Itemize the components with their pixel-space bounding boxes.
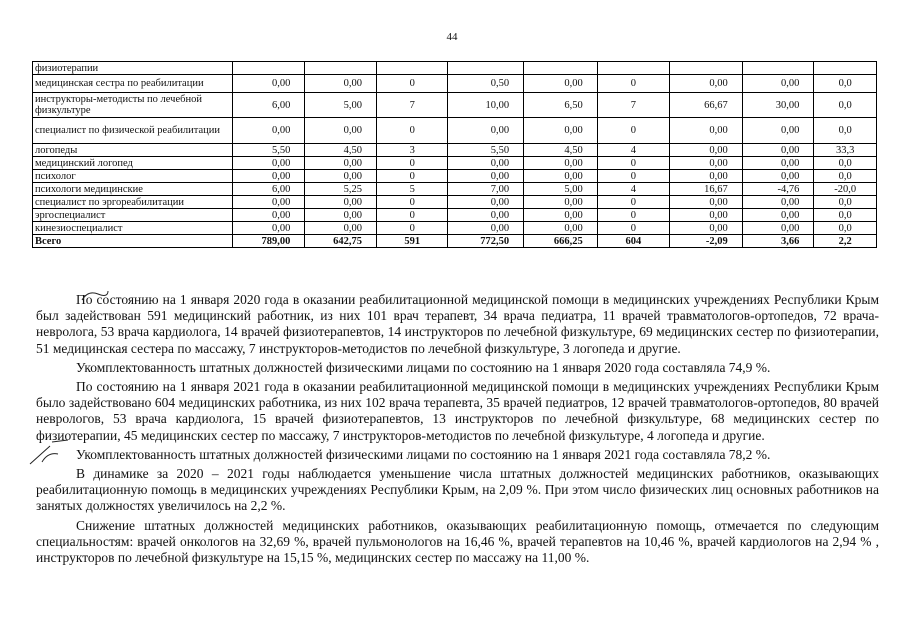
table-cell: 0 [597,118,669,144]
table-cell: 0,00 [305,75,377,93]
table-cell: 0,00 [524,222,598,235]
table-cell: 0,00 [742,118,814,144]
table-cell: 0,00 [524,196,598,209]
table-cell: 0,00 [448,170,524,183]
table-cell [448,62,524,75]
table-cell: 0,00 [742,209,814,222]
table-cell: 0,00 [232,209,305,222]
table-cell: 0,00 [305,118,377,144]
table-cell: 0,00 [742,170,814,183]
table-row [33,170,877,183]
paragraph-2021-staffing-rate: Укомплектованность штатных должностей физическими лицами по состоянию на 1 января 2021 года составляла 78,2 %. [76,446,771,462]
table-row [33,209,877,222]
table-cell: 7 [377,93,448,118]
table-cell: 0,00 [670,144,743,157]
table-cell: 0 [377,170,448,183]
table-cell: 66,67 [670,93,743,118]
table-cell: 0,00 [232,75,305,93]
table-cell: 3 [377,144,448,157]
table-cell: 0,00 [305,157,377,170]
table-cell [670,62,743,75]
table-cell: 5,50 [448,144,524,157]
table-total-row [33,235,877,248]
table-cell: 0,00 [232,157,305,170]
table-cell: 0 [597,196,669,209]
table-cell: 0,0 [814,170,877,183]
paragraph-dynamics: В динамике за 2020 – 2021 годы наблюдается уменьшение числа штатных должностей медицинских работников, оказывающих реабилитационную помощь в медицинских учреждениях Республики Крым, на 2,09 %. При этом число физических лиц основных работников на занятых должностях увеличилось на 2,2 %. [36,466,879,514]
row-label: психологи медицинские [33,183,233,196]
table-cell [232,62,305,75]
table-cell: 0,00 [524,170,598,183]
table-row [33,62,877,75]
table-cell: 0,00 [742,157,814,170]
table-cell: 33,3 [814,144,877,157]
table-cell: 4 [597,144,669,157]
table-cell: 0,00 [524,209,598,222]
table-cell: 5 [377,183,448,196]
row-label: физиотерапии [33,62,233,75]
table-cell: 789,00 [232,235,305,248]
table-row [33,157,877,170]
table-cell: 666,25 [524,235,598,248]
table-cell: 5,50 [232,144,305,157]
table-cell: 6,00 [232,93,305,118]
table-row [33,144,877,157]
table-cell: 16,67 [670,183,743,196]
table-cell: 4,50 [305,144,377,157]
table-cell: 0,00 [448,196,524,209]
table-cell: 0 [597,209,669,222]
table-cell: 2,2 [814,235,877,248]
row-label: логопеды [33,144,233,157]
paragraph-2020-staffing-rate: Укомплектованность штатных должностей физическими лицами по состоянию на 1 января 2020 года составляла 74,9 %. [76,359,771,375]
table-cell: -2,09 [670,235,743,248]
table-cell: -4,76 [742,183,814,196]
table-cell: 642,75 [305,235,377,248]
paragraph-reduction: Снижение штатных должностей медицинских работников, оказывающих реабилитационную помощь, отмечается по следующим специальностям: врачей онкологов на 32,69 %, врачей пульмонологов на 16,46 %, врачей терапевтов на 10,46 %, врачей кардиологов на 2,94 % , инструкторов по лечебной физкультуре на 15,15 %, медицинских сестер по массажу на 11,00 %. [36,517,879,566]
table-row [33,75,877,93]
row-label: психолог [33,170,233,183]
table-cell: 3,66 [742,235,814,248]
table-cell: 0,0 [814,157,877,170]
table-cell [524,62,598,75]
table-cell: -20,0 [814,183,877,196]
table-cell: 0,0 [814,75,877,93]
table-cell: 0,00 [524,75,598,93]
table-cell: 591 [377,235,448,248]
table-cell: 4 [597,183,669,196]
table-cell: 0 [377,118,448,144]
table-cell: 0,00 [232,222,305,235]
table-cell: 0,0 [814,196,877,209]
table-cell [305,62,377,75]
table-cell [814,62,877,75]
table-cell: 0,00 [670,118,743,144]
table-cell: 0,0 [814,118,877,144]
row-label: кинезиоспециалист [33,222,233,235]
table-cell: 6,00 [232,183,305,196]
table-cell: 0,00 [742,75,814,93]
table-cell: 772,50 [448,235,524,248]
table-cell: 0,00 [524,118,598,144]
table-cell: 0,00 [232,170,305,183]
row-label: специалист по физической реабилитации [33,118,233,144]
table-row [33,222,877,235]
row-label: Всего [33,235,233,248]
table-cell: 0,50 [448,75,524,93]
table-cell: 604 [597,235,669,248]
table-cell: 5,00 [305,93,377,118]
table-row [33,196,877,209]
table-cell: 6,50 [524,93,598,118]
table-cell: 0,00 [232,118,305,144]
staffing-table [32,61,877,248]
table-cell: 0 [377,222,448,235]
table-row [33,183,877,196]
table-cell: 0 [377,209,448,222]
table-cell: 0 [597,157,669,170]
table-cell: 0,00 [448,118,524,144]
table-row [33,118,877,144]
table-cell: 0,00 [305,170,377,183]
row-label: медицинская сестра по реабилитации [33,75,233,93]
paragraph-2020-staff: По состоянию на 1 января 2020 года в оказании реабилитационной медицинской помощи в медицинских учреждениях Республики Крым был задействован 591 медицинский работник, из них 101 врач терапевт, 34 врача педиатра, 11 врачей травматологов-ортопедов, 72 врача-невролога, 53 врача кардиолога, 14 врачей физиотерапевтов, 14 инструкторов по лечебной физкультуре, 69 медицинских сестер по физиотерапии, 51 медицинская сестера по массажу, 7 инструкторов-методистов по лечебной физкультуре, 3 логопеда и другие. [36,292,879,356]
table-cell: 0,00 [742,144,814,157]
table-cell: 0 [377,157,448,170]
paragraph-2021-staff: По состоянию на 1 января 2021 года в оказании реабилитационной медицинской помощи в медицинских учреждениях Республики Крым было задействовано 604 медицинских работника, из них 102 врача терапевта, 35 врачей педиатров, 12 врачей травматологов-ортопедов, 80 врачей неврологов, 53 врача кардиолога, 15 врачей физиотерапевтов, 13 инструкторов по лечебной физкультуре, 68 медицинских сестер по физиотерапии, 45 медицинских сестер по массажу, 7 инструкторов-методистов по лечебной физкультуре, 4 логопеда и другие. [36,379,879,443]
table-cell: 0,00 [670,196,743,209]
table-cell: 5,00 [524,183,598,196]
table-cell: 0,00 [670,75,743,93]
table-cell [377,62,448,75]
table-cell: 0,00 [305,222,377,235]
table-cell: 0,00 [305,196,377,209]
table-cell: 0,0 [814,209,877,222]
table-cell [597,62,669,75]
table-cell: 0 [377,75,448,93]
body-text [36,292,879,569]
table-cell: 0,00 [305,209,377,222]
table-cell: 0,0 [814,93,877,118]
table-cell: 0 [377,196,448,209]
row-label: эргоспециалист [33,209,233,222]
table-cell: 5,25 [305,183,377,196]
table-cell: 0 [597,222,669,235]
table-cell: 10,00 [448,93,524,118]
table-cell: 0,00 [232,196,305,209]
table-cell: 0,00 [742,222,814,235]
table-cell: 0 [597,75,669,93]
table-body [33,62,877,248]
table-cell: 0,00 [448,209,524,222]
row-label: специалист по эргореабилитации [33,196,233,209]
table-cell: 7 [597,93,669,118]
table-cell [742,62,814,75]
table-cell: 4,50 [524,144,598,157]
page-number: 44 [446,31,458,43]
table-cell: 0,00 [670,170,743,183]
table-cell: 7,00 [448,183,524,196]
table-cell: 0,00 [524,157,598,170]
table-cell: 30,00 [742,93,814,118]
table-cell: 0,00 [670,157,743,170]
table-cell: 0,00 [448,157,524,170]
table-cell: 0,00 [670,209,743,222]
table-cell: 0,00 [448,222,524,235]
table-cell: 0,00 [670,222,743,235]
table-cell: 0,0 [814,222,877,235]
table-cell: 0 [597,170,669,183]
table-row [33,93,877,118]
table-cell: 0,00 [742,196,814,209]
row-label: инструкторы-методисты по лечебной физкультуре [33,93,233,118]
row-label: медицинский логопед [33,157,233,170]
